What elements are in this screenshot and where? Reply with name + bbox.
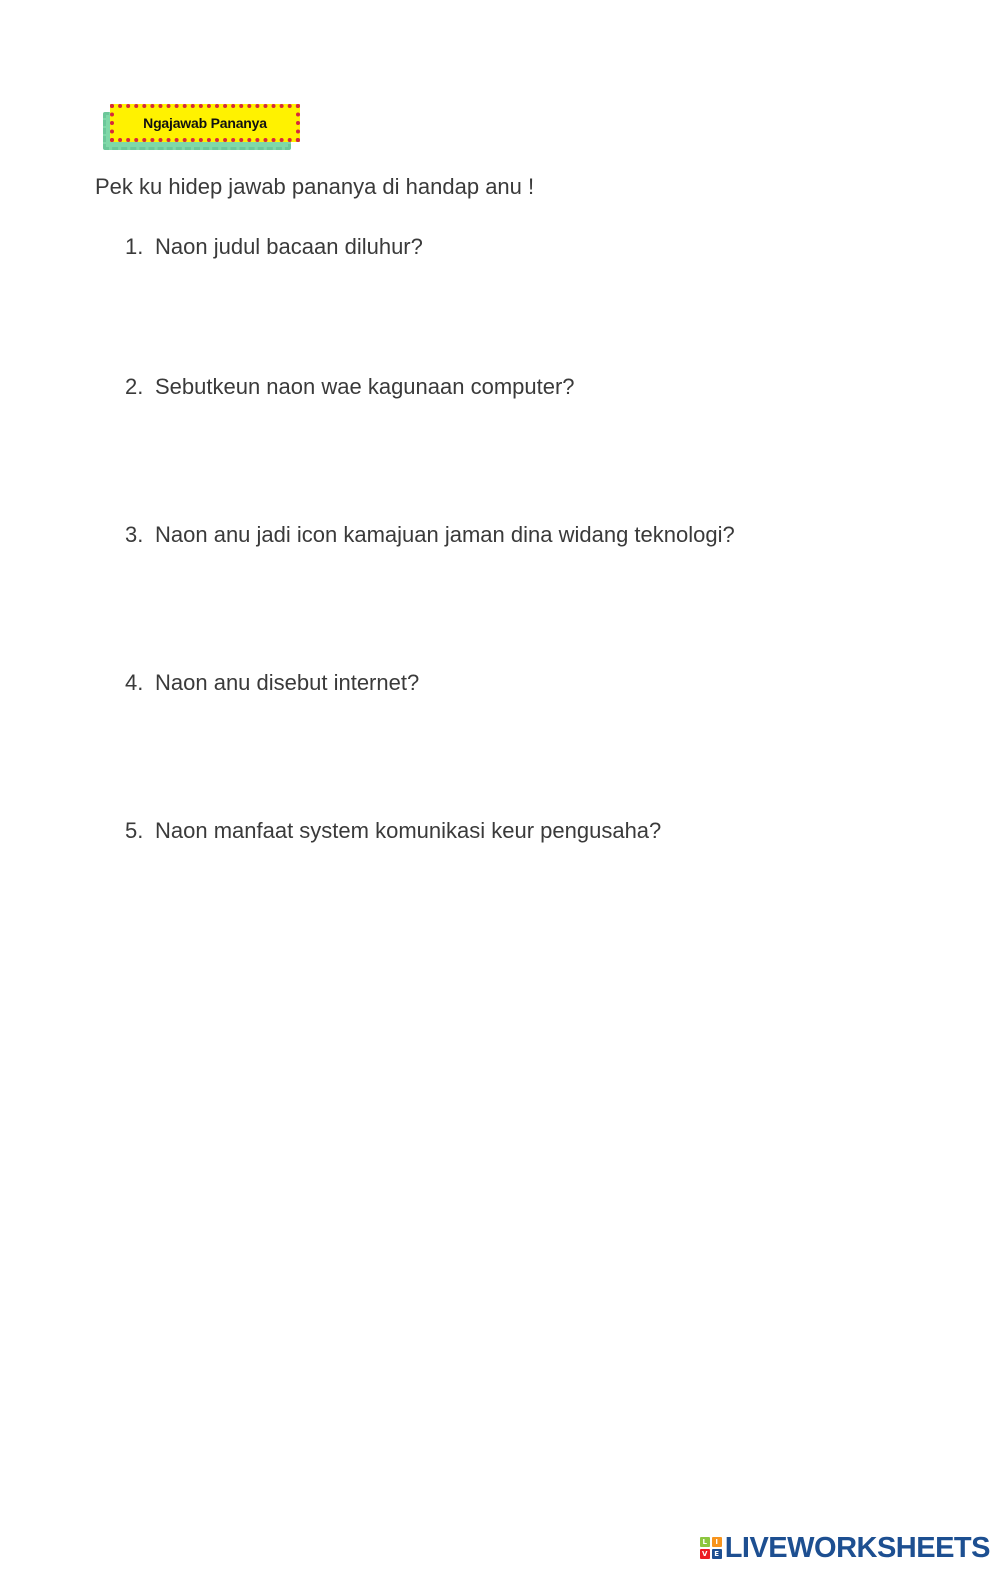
instruction-text: Pek ku hidep jawab pananya di handap anu ! — [95, 174, 535, 199]
question-number: 2. — [125, 374, 144, 399]
question-text: Naon anu jadi icon kamajuan jaman dina widang teknologi? — [155, 522, 735, 547]
question-number: 3. — [125, 522, 144, 547]
logo-cell-i: I — [712, 1537, 722, 1547]
question-number: 1. — [125, 234, 144, 259]
question-item — [125, 374, 575, 400]
question-item — [125, 234, 423, 260]
logo-cell-v: V — [700, 1549, 710, 1559]
logo-cell-l: L — [700, 1537, 710, 1547]
question-item — [125, 818, 661, 844]
question-text: Sebutkeun naon wae kagunaan computer? — [155, 374, 575, 399]
question-item — [125, 522, 735, 548]
title-badge — [103, 104, 299, 150]
question-text: Naon judul bacaan diluhur? — [155, 234, 423, 259]
question-item — [125, 670, 419, 696]
question-text: Naon manfaat system komunikasi keur pengusaha? — [155, 818, 662, 843]
question-text: Naon anu disebut internet? — [155, 670, 420, 695]
liveworksheets-logo — [700, 1530, 990, 1566]
logo-cell-e: E — [712, 1549, 722, 1559]
question-number: 4. — [125, 670, 144, 695]
liveworksheets-logo-icon — [700, 1537, 722, 1559]
liveworksheets-logo-text: LIVEWORKSHEETS — [724, 1531, 990, 1564]
title-badge-label: Ngajawab Pananya — [110, 104, 300, 142]
question-number: 5. — [125, 818, 144, 843]
